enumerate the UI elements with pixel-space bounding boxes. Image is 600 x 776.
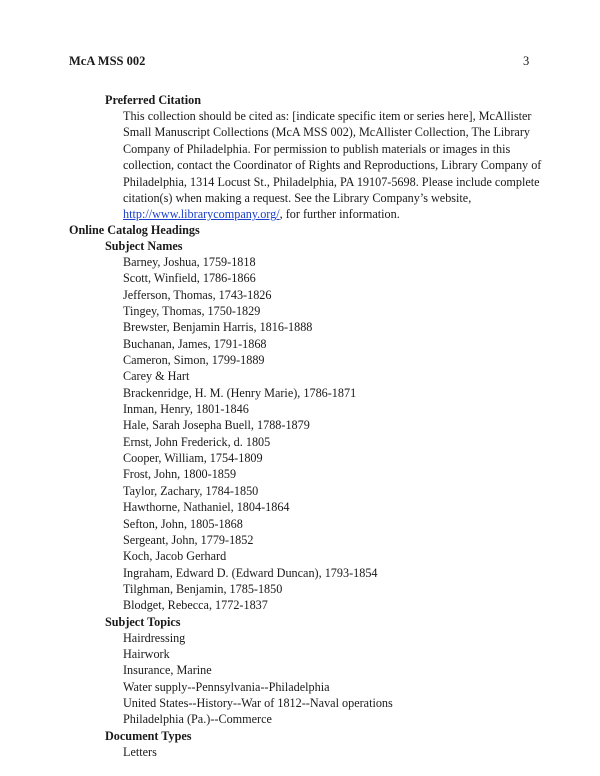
preferred-citation-text [123, 108, 545, 223]
list-item: Ingraham, Edward D. (Edward Duncan), 1793-1854 [123, 565, 378, 580]
list-item: Letters [123, 744, 157, 759]
list-item: Frost, John, 1800-1859 [123, 467, 237, 482]
list-item: Brewster, Benjamin Harris, 1816-1888 [123, 320, 313, 335]
list-item: Philadelphia (Pa.)--Commerce [123, 712, 272, 727]
list-item: Hairwork [123, 646, 170, 661]
list-item: Hale, Sarah Josepha Buell, 1788-1879 [123, 418, 310, 433]
list-item: Taylor, Zachary, 1784-1850 [123, 483, 259, 498]
citation-text-after-link: , for further information. [279, 207, 400, 222]
subject-names-group [105, 238, 529, 760]
page-header-collection-id: McA MSS 002 [69, 54, 146, 68]
subject-names-heading: Subject Names [105, 239, 183, 253]
list-item: Barney, Joshua, 1759-1818 [123, 255, 256, 269]
list-item: Sefton, John, 1805-1868 [123, 516, 243, 531]
document-types-heading: Document Types [105, 728, 192, 743]
list-item: Blodget, Rebecca, 1772-1837 [123, 598, 268, 613]
list-item: Hairdressing [123, 630, 186, 645]
list-item: Tilghman, Benjamin, 1785-1850 [123, 581, 283, 596]
list-item: Water supply--Pennsylvania--Philadelphia [123, 679, 330, 694]
citation-text-before-link: This collection should be cited as: [indicate specific item or series here], McAllister Small Manuscript Collections (McA MSS 002), McAllister Collection, The Library Company of Philadelphia. For permission to publish materials or images in this collection, contact the Coordinator of Rights and Reproductions, Library Company of Philadelphia, 1314 Locust St., Philadelphia, PA 19107-5698. Please include complete citation(s) when making a request. See the Library Company’s website, [123, 109, 542, 206]
list-item: Jefferson, Thomas, 1743-1826 [123, 287, 272, 302]
list-item: Hawthorne, Nathaniel, 1804-1864 [123, 500, 290, 515]
list-item: Inman, Henry, 1801-1846 [123, 402, 249, 417]
subject-topics-list [123, 630, 529, 728]
preferred-citation-section [105, 92, 545, 223]
list-item: Ernst, John Frederick, d. 1805 [123, 434, 271, 449]
online-catalog-headings-section [69, 222, 529, 760]
list-item: Scott, Winfield, 1786-1866 [123, 271, 256, 286]
page-number: 3 [523, 54, 530, 68]
list-item: Buchanan, James, 1791-1868 [123, 336, 267, 351]
list-item: United States--History--War of 1812--Naval operations [123, 695, 393, 710]
list-item: Carey & Hart [123, 369, 190, 384]
document-types-list [123, 744, 529, 760]
list-item: Sergeant, John, 1779-1852 [123, 532, 254, 547]
online-catalog-headings-heading: Online Catalog Headings [69, 223, 200, 237]
list-item: Koch, Jacob Gerhard [123, 549, 227, 564]
list-item: Tingey, Thomas, 1750-1829 [123, 304, 261, 319]
list-item: Cameron, Simon, 1799-1889 [123, 353, 265, 368]
library-company-website-link[interactable]: http://www.librarycompany.org/ [123, 207, 280, 222]
list-item: Brackenridge, H. M. (Henry Marie), 1786-1871 [123, 385, 357, 400]
subject-names-list [123, 254, 529, 614]
list-item: Insurance, Marine [123, 663, 212, 678]
preferred-citation-heading: Preferred Citation [105, 93, 201, 107]
subject-topics-heading: Subject Topics [105, 614, 181, 629]
list-item: Cooper, William, 1754-1809 [123, 451, 263, 466]
